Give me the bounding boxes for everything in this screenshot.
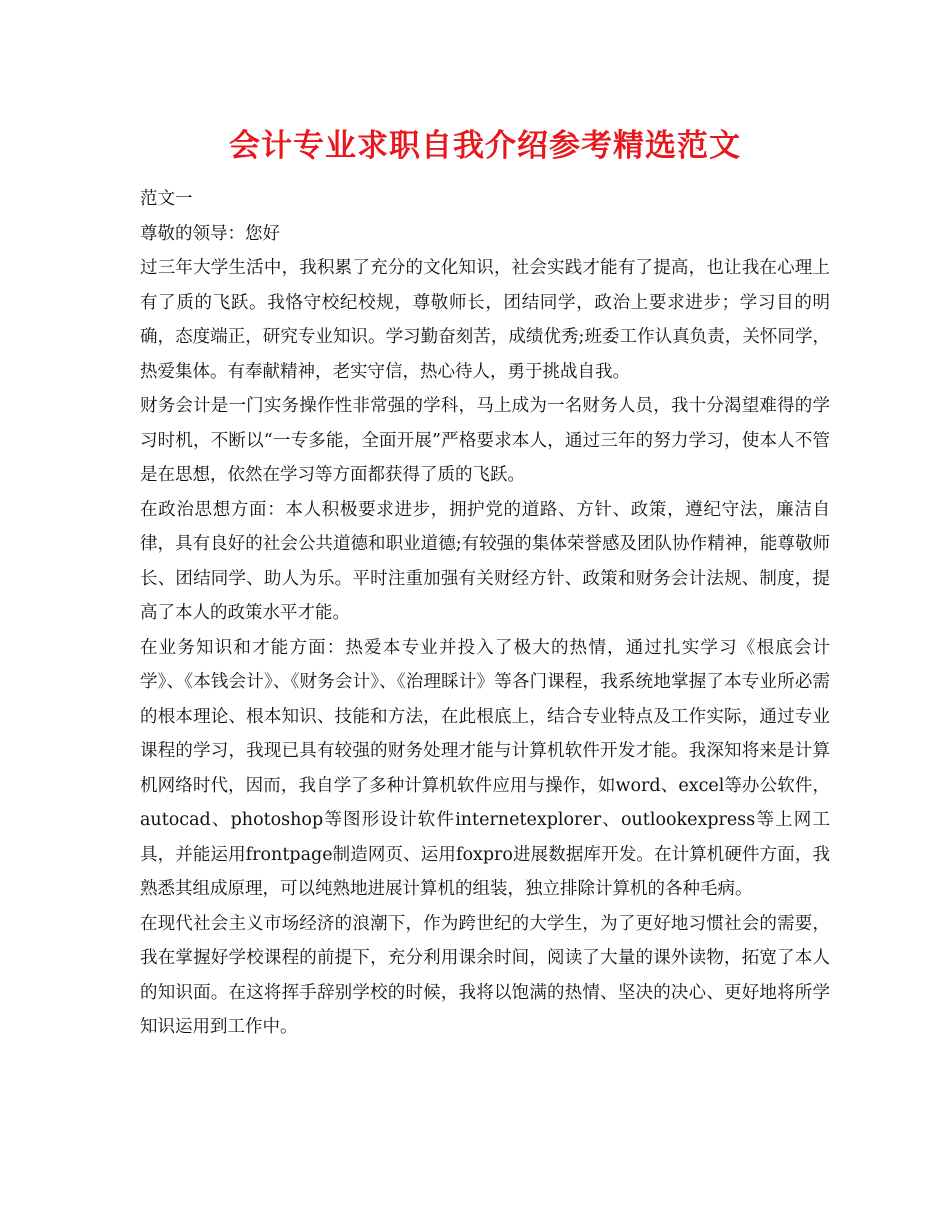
document-body: [140, 182, 830, 1045]
salutation: 尊敬的领导：您好: [140, 223, 280, 244]
paragraph: 在政治思想方面：本人积极要求进步，拥护党的道路、方针、政策，遵纪守法，廉洁自律，具有良好的社会公共道德和职业道德;有较强的集体荣誉感及团队协作精神，能尊敬师长、团结同学、助人为乐。平时注重加强有关财经方针、政策和财务会计法规、制度，提高了本人的政策水平才能。: [140, 499, 830, 623]
paragraph: 过三年大学生活中，我积累了充分的文化知识，社会实践才能有了提高，也让我在心理上有了质的飞跃。我恪守校纪校规，尊敬师长，团结同学，政治上要求进步；学习目的明确，态度端正，研究专业知识。学习勤奋刻苦，成绩优秀;班委工作认真负责，关怀同学，热爱集体。有奉献精神，老实守信，热心待人，勇于挑战自我。: [140, 258, 830, 382]
document-title: 会计专业求职自我介绍参考精选范文: [229, 128, 741, 164]
paragraph: 在现代社会主义市场经济的浪潮下，作为跨世纪的大学生，为了更好地习惯社会的需要，我在掌握好学校课程的前提下，充分利用课余时间，阅读了大量的课外读物，拓宽了本人的知识面。在这将挥手辞别学校的时候，我将以饱满的热情、坚决的决心、更好地将所学知识运用到工作中。: [140, 913, 830, 1037]
section-label: 范文一: [140, 189, 193, 209]
paragraph: 财务会计是一门实务操作性非常强的学科，马上成为一名财务人员，我十分渴望难得的学习时机，不断以“一专多能，全面开展”严格要求本人，通过三年的努力学习，使本人不管是在思想，依然在学习等方面都获得了质的飞跃。: [140, 396, 830, 485]
paragraph: 在业务知识和才能方面：热爱本专业并投入了极大的热情，通过扎实学习《根底会计学》、《本钱会计》、《财务会计》、《治理睬计》等各门课程，我系统地掌握了本专业所必需的根本理论、根本知识、技能和方法，在此根底上，结合专业特点及工作实际，通过专业课程的学习，我现已具有较强的财务处理才能与计算机软件开发才能。我深知将来是计算机网络时代，因而，我自学了多种计算机软件应用与操作，如word、excel等办公软件，autocad、photoshop等图形设计软件internetexplorer、outlookexpress等上网工具，并能运用frontpage制造网页、运用foxpro进展数据库开发。在计算机硬件方面，我熟悉其组成原理，可以纯熟地进展计算机的组装，独立排除计算机的各种毛病。: [140, 637, 830, 899]
